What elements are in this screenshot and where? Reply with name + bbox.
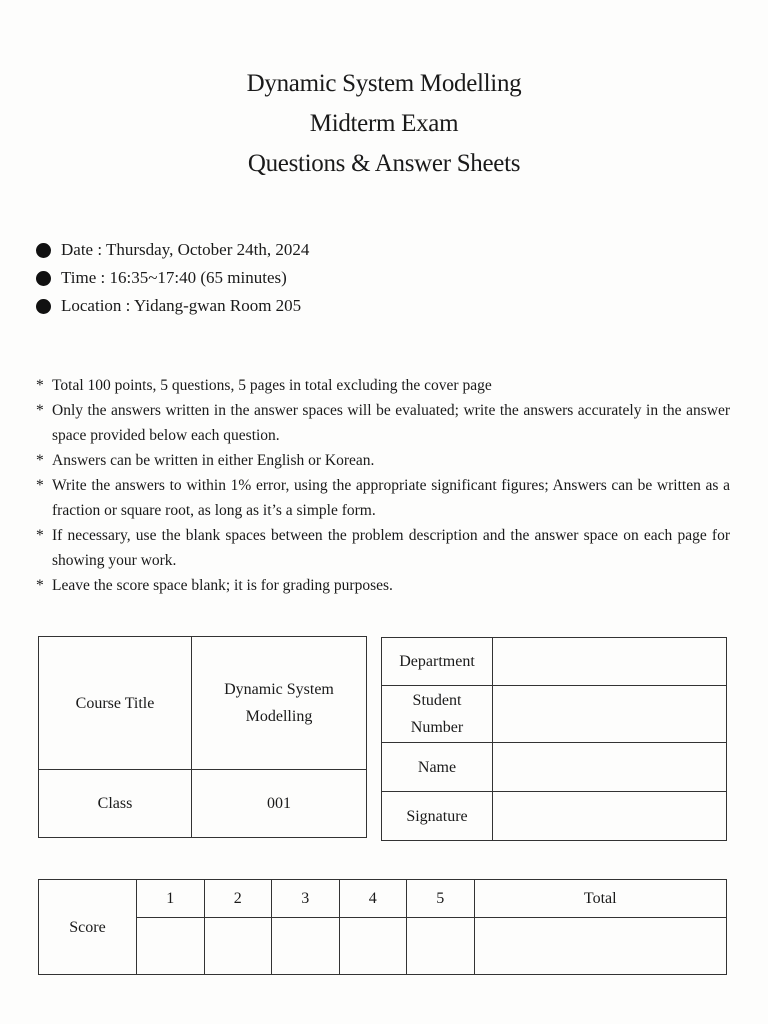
instruction-text: Only the answers written in the answer spaces will be evaluated; write the answers accurately in the answer space provided below each question. bbox=[52, 402, 730, 444]
course-title-value-text: Dynamic System Modelling bbox=[224, 681, 334, 726]
student-number-field[interactable] bbox=[493, 686, 727, 743]
info-date-text: Date : Thursday, October 24th, 2024 bbox=[61, 240, 310, 259]
bullet-icon bbox=[36, 271, 51, 286]
instruction-item bbox=[36, 448, 730, 473]
table-row bbox=[382, 743, 727, 792]
score-cell[interactable] bbox=[339, 918, 407, 975]
table-row bbox=[39, 918, 727, 975]
instruction-item bbox=[36, 473, 730, 523]
instruction-text: Total 100 points, 5 questions, 5 pages in total excluding the cover page bbox=[52, 377, 492, 394]
score-cell-total[interactable] bbox=[474, 918, 727, 975]
subtitle-heading: Questions & Answer Sheets bbox=[247, 150, 521, 177]
student-number-label bbox=[382, 686, 493, 743]
score-cell[interactable] bbox=[272, 918, 340, 975]
title-block bbox=[0, 64, 768, 184]
score-column-header: 3 bbox=[272, 880, 340, 918]
student-info-table bbox=[381, 637, 727, 841]
info-location bbox=[36, 292, 309, 320]
instruction-marker: * bbox=[36, 377, 44, 394]
info-location-text: Location : Yidang-gwan Room 205 bbox=[61, 296, 302, 315]
signature-label: Signature bbox=[382, 792, 493, 841]
student-number-label-text: Student Number bbox=[410, 692, 464, 736]
instructions-list bbox=[36, 373, 730, 598]
score-cell[interactable] bbox=[204, 918, 272, 975]
instruction-item bbox=[36, 398, 730, 448]
department-field[interactable] bbox=[493, 638, 727, 686]
course-title-value bbox=[192, 637, 367, 770]
instruction-item bbox=[36, 573, 730, 598]
instruction-marker: * bbox=[36, 452, 44, 469]
exam-info-list bbox=[36, 236, 309, 320]
score-cell[interactable] bbox=[407, 918, 475, 975]
course-title-heading: Dynamic System Modelling bbox=[246, 70, 522, 97]
score-column-header: 1 bbox=[137, 880, 205, 918]
instruction-text: Answers can be written in either English or Korean. bbox=[52, 452, 375, 469]
score-column-header: 2 bbox=[204, 880, 272, 918]
department-label: Department bbox=[382, 638, 493, 686]
instruction-marker: * bbox=[36, 477, 44, 494]
score-column-header: 5 bbox=[407, 880, 475, 918]
bullet-icon bbox=[36, 243, 51, 258]
class-label: Class bbox=[39, 770, 192, 838]
score-column-header: Total bbox=[474, 880, 727, 918]
table-row bbox=[382, 792, 727, 841]
score-label: Score bbox=[39, 880, 137, 975]
course-title-label: Course Title bbox=[39, 637, 192, 770]
instruction-text: If necessary, use the blank spaces between the problem description and the answer space on each page for showing your work. bbox=[52, 527, 730, 569]
table-row bbox=[382, 686, 727, 743]
instruction-marker: * bbox=[36, 577, 44, 594]
table-row bbox=[39, 880, 727, 918]
info-date bbox=[36, 236, 309, 264]
info-time bbox=[36, 264, 309, 292]
score-cell[interactable] bbox=[137, 918, 205, 975]
exam-heading: Midterm Exam bbox=[309, 110, 459, 137]
course-info-table bbox=[38, 636, 367, 838]
score-table bbox=[38, 879, 727, 975]
score-column-header: 4 bbox=[339, 880, 407, 918]
bullet-icon bbox=[36, 299, 51, 314]
signature-field[interactable] bbox=[493, 792, 727, 841]
table-row bbox=[382, 638, 727, 686]
info-time-text: Time : 16:35~17:40 (65 minutes) bbox=[61, 268, 287, 287]
class-value: 001 bbox=[192, 770, 367, 838]
instruction-text: Leave the score space blank; it is for grading purposes. bbox=[52, 577, 393, 594]
name-label: Name bbox=[382, 743, 493, 792]
instruction-item bbox=[36, 373, 730, 398]
table-row bbox=[39, 637, 367, 770]
instruction-item bbox=[36, 523, 730, 573]
instruction-marker: * bbox=[36, 402, 44, 419]
instruction-text: Write the answers to within 1% error, using the appropriate significant figures; Answers can be written as a fraction or square root, as long as it’s a simple form. bbox=[52, 477, 730, 519]
table-row bbox=[39, 770, 367, 838]
instruction-marker: * bbox=[36, 527, 44, 544]
name-field[interactable] bbox=[493, 743, 727, 792]
